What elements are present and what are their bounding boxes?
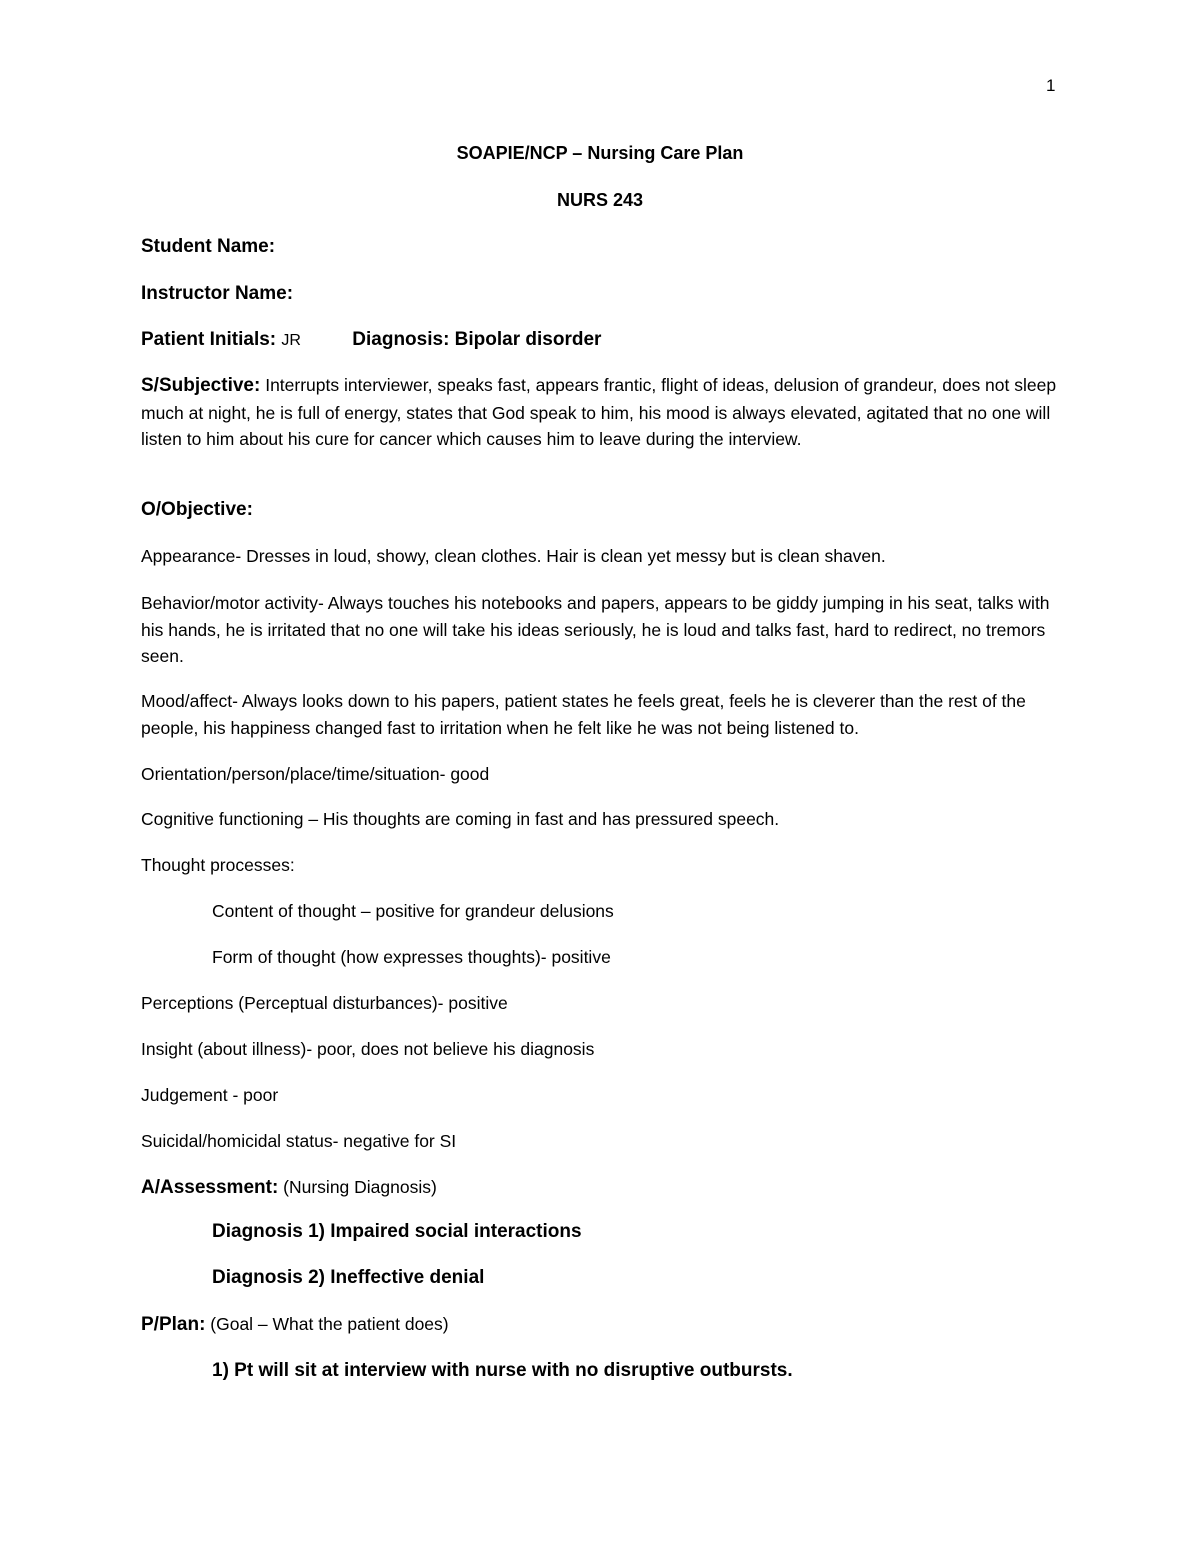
diagnosis-label: Diagnosis: (352, 329, 450, 350)
instructor-name-label: Instructor Name: (141, 283, 294, 304)
assessment-note: (Nursing Diagnosis) (283, 1177, 437, 1197)
objective-orientation: Orientation/person/place/time/situation- good (141, 764, 490, 784)
plan-goal-1: 1) Pt will sit at interview with nurse with no disruptive outbursts. (212, 1360, 793, 1381)
course-code: NURS 243 (556, 190, 644, 210)
subjective-label: S/Subjective: (141, 375, 261, 396)
objective-mood: Mood/affect- Always looks down to his papers, patient states he feels great, feels he is cleverer than the rest of the people, his happiness changed fast to irritation when he felt like he was not being listened to. (141, 691, 1026, 738)
diagnosis-value: Bipolar disorder (454, 329, 602, 350)
plan-note: (Goal – What the patient does) (210, 1314, 449, 1334)
objective-content-of-thought: Content of thought – positive for grandeur delusions (212, 901, 614, 921)
objective-thought-processes: Thought processes: (141, 855, 295, 875)
objective-suicidal: Suicidal/homicidal status- negative for SI (141, 1131, 457, 1151)
assessment-label: A/Assessment: (141, 1177, 279, 1198)
objective-appearance: Appearance- Dresses in loud, showy, clean clothes. Hair is clean yet messy but is clean shaven. (141, 546, 886, 566)
assessment-heading (141, 1174, 437, 1202)
objective-form-of-thought: Form of thought (how expresses thoughts)- positive (212, 947, 611, 967)
objective-insight: Insight (about illness)- poor, does not believe his diagnosis (141, 1039, 595, 1059)
plan-heading (141, 1311, 449, 1339)
subjective-text: Interrupts interviewer, speaks fast, appears frantic, flight of ideas, delusion of grandeur, does not sleep much at night, he is full of energy, states that God speak to him, his mood is always elevated, agitated that no one will listen to him about his cure for cancer which causes him to leave during the interview. (141, 375, 1057, 449)
objective-perceptions: Perceptions (Perceptual disturbances)- positive (141, 993, 508, 1013)
subjective-section (141, 372, 1061, 453)
objective-behavior: Behavior/motor activity- Always touches his notebooks and papers, appears to be giddy jumping in his seat, talks with his hands, he is irritated that no one will take his ideas seriously, he is loud and talks fast, hard to redirect, no tremors seen. (141, 593, 1050, 666)
patient-initials-value: JR (281, 332, 301, 349)
assessment-diagnosis-2: Diagnosis 2) Ineffective denial (212, 1267, 485, 1288)
patient-initials-label: Patient Initials: (141, 329, 277, 350)
objective-label: O/Objective: (141, 499, 253, 520)
objective-cognitive: Cognitive functioning – His thoughts are coming in fast and has pressured speech. (141, 809, 780, 829)
page-number: 1 (1046, 76, 1056, 95)
patient-info-row (141, 327, 601, 355)
assessment-diagnosis-1: Diagnosis 1) Impaired social interactions (212, 1221, 582, 1242)
plan-label: P/Plan: (141, 1314, 206, 1335)
document-title: SOAPIE/NCP – Nursing Care Plan (456, 143, 744, 163)
objective-judgement: Judgement - poor (141, 1085, 279, 1105)
student-name-label: Student Name: (141, 236, 276, 257)
